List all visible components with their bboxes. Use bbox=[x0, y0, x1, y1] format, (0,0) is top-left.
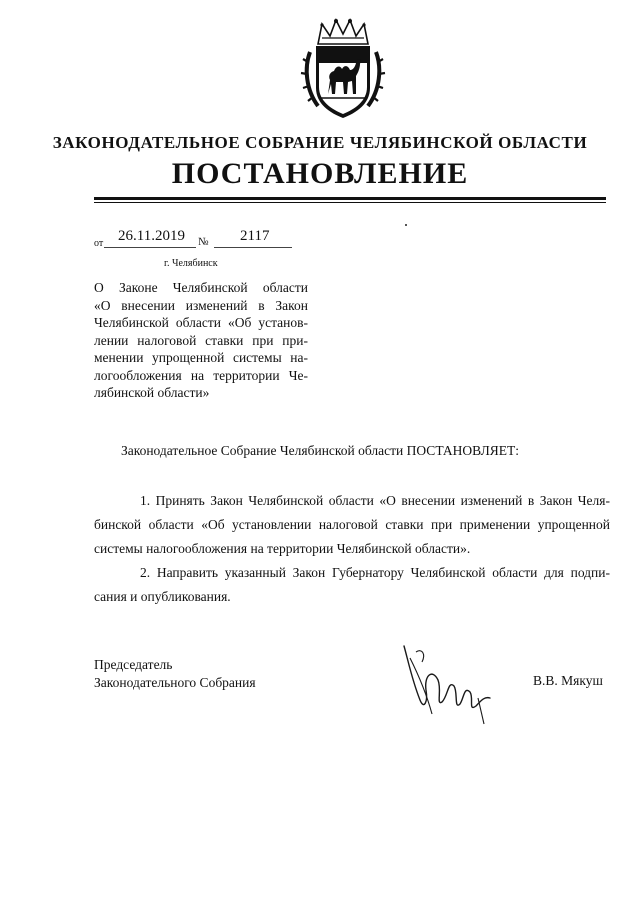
body-line: 1. Принять Закон Челябинской области «О внесении изменений в Закон Челя- bbox=[140, 493, 610, 508]
signatory-title bbox=[94, 656, 256, 692]
header-divider-thick bbox=[94, 197, 606, 200]
body-line: сания и опубликования. bbox=[94, 589, 231, 604]
body-line: бинской области «Об установлении налоговой ставки при применении упрощенной bbox=[94, 517, 610, 532]
subject-line: О Законе Челябинской области bbox=[94, 280, 308, 295]
signatory-title-line: Председатель bbox=[94, 657, 173, 672]
document-date: 26.11.2019 bbox=[118, 228, 185, 244]
resolution-body bbox=[94, 489, 610, 609]
document-type-heading: ПОСТАНОВЛЕНИЕ bbox=[171, 157, 469, 190]
handwritten-signature-icon bbox=[398, 640, 498, 728]
subject-line: лении налоговой ставки при при- bbox=[94, 332, 308, 348]
number-sign: № bbox=[198, 236, 209, 248]
subject-line: менении упрощенной системы на- bbox=[94, 350, 308, 365]
document-subject bbox=[94, 279, 308, 402]
subject-line: «О внесении изменений в Закон bbox=[94, 297, 308, 313]
resolves-statement: Законодательное Собрание Челябинской области ПОСТАНОВЛЯЕТ: bbox=[120, 443, 520, 458]
subject-line: логообложения на территории Че- bbox=[94, 367, 308, 383]
scan-artifact-dot bbox=[405, 224, 407, 226]
header-divider-thin bbox=[94, 202, 606, 203]
subject-line: лябинской области» bbox=[94, 385, 210, 400]
date-underline bbox=[104, 247, 196, 248]
organization-title: ЗАКОНОДАТЕЛЬНОЕ СОБРАНИЕ ЧЕЛЯБИНСКОЙ ОБЛАСТИ bbox=[52, 133, 588, 152]
document-city: г. Челябинск bbox=[164, 258, 218, 269]
document-number: 2117 bbox=[240, 228, 270, 244]
body-line: системы налогообложения на территории Челябинской области». bbox=[94, 541, 471, 556]
date-prefix: от bbox=[94, 238, 104, 249]
signatory-name: В.В. Мякуш bbox=[533, 673, 603, 688]
subject-line: Челябинской области «Об установ- bbox=[94, 315, 308, 330]
signatory-title-line: Законодательного Собрания bbox=[94, 675, 256, 690]
number-underline bbox=[214, 247, 292, 248]
coat-of-arms-icon bbox=[300, 18, 386, 122]
body-line: 2. Направить указанный Закон Губернатору Челябинской области для подпи- bbox=[140, 565, 610, 580]
